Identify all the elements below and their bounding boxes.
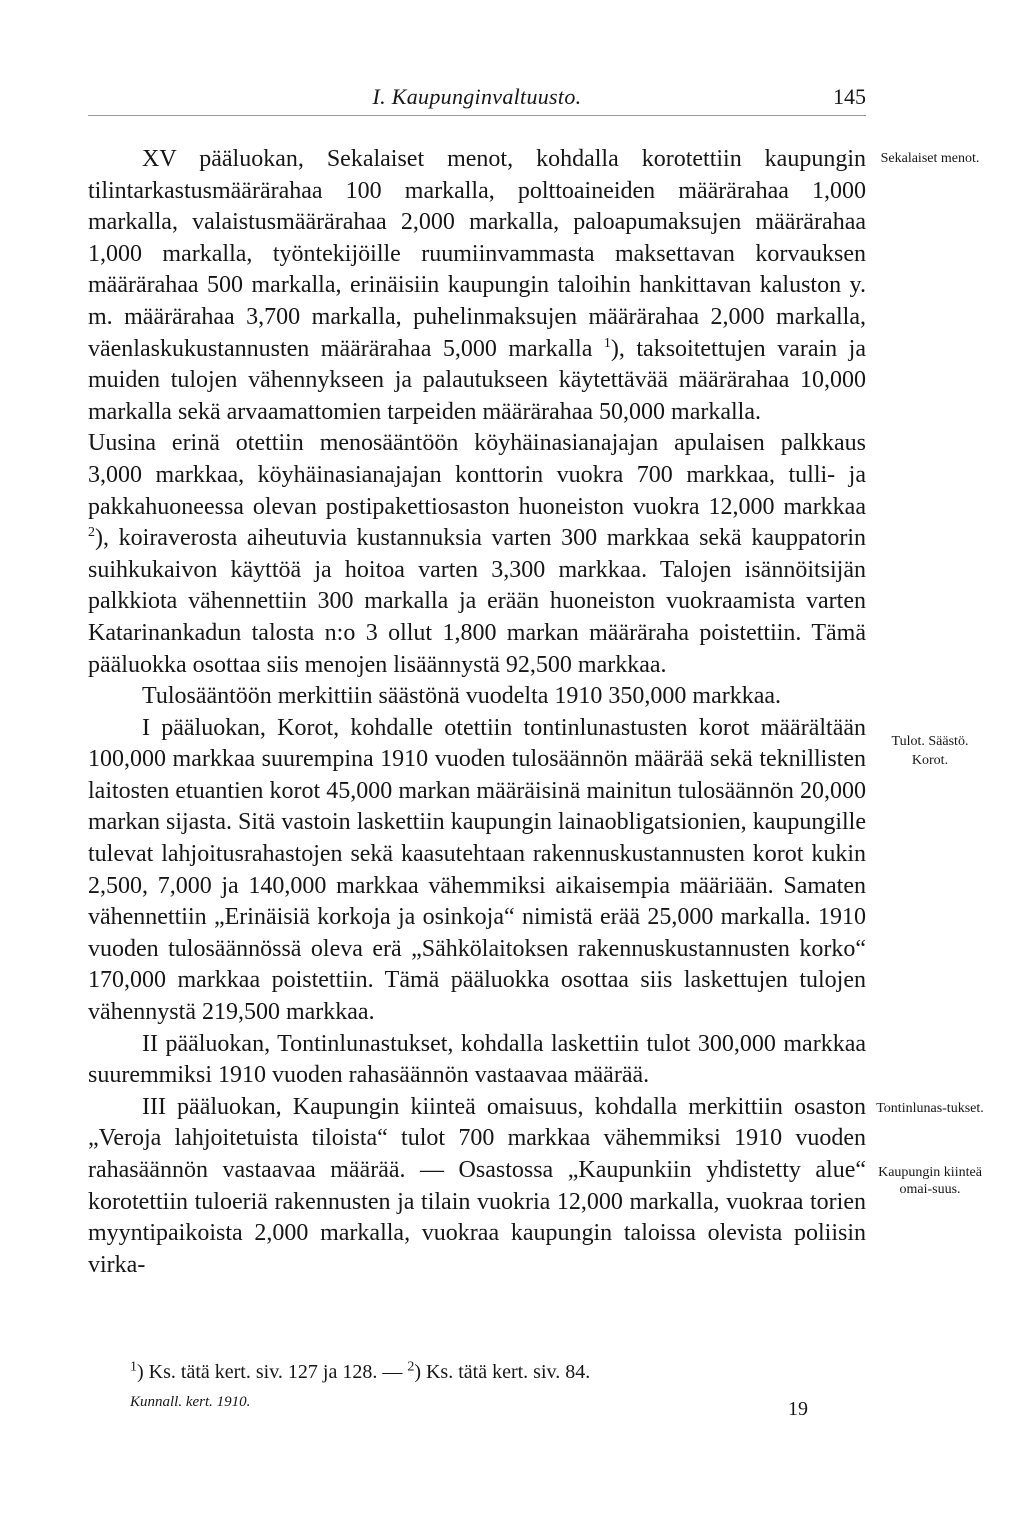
signature-mark: Kunnall. kert. 1910. (130, 1394, 251, 1410)
sheet-number: 19 (788, 1398, 808, 1420)
footnote-ref: 2 (88, 525, 95, 541)
header-rule (88, 115, 866, 116)
paragraph-tulosaanto: Tulosääntöön merkittiin säästönä vuodelta 1910 350,000 markkaa. (142, 683, 782, 710)
margin-note-kiintea-omaisuus: Kaupungin kiinteä omai-suus. (878, 1165, 982, 1197)
margin-note-sekalaiset: Sekalaiset menot. (880, 151, 980, 166)
paragraph-sekalaiset-menot (88, 144, 866, 428)
margin-note-tulot-saasto: Tulot. Säästö. (891, 734, 969, 749)
paragraph-korot: I pääluokan, Korot, kohdalle otettiin tontinlunastusten korot määrältään 100,000 markkaa suurempina 1910 vuoden tulosäännön määrää sekä teknillisten laitosten etuantien korot 45,000 markan määräisinä mainitun tulosäännön 20,000 markan sijasta. Sitä vastoin laskettiin kaupungin lainaobligatsionien, kaupungille tulevat lahjoitusrahastojen sekä kaasutehtaan rakennuskustannusten korot kukin 2,500, 7,000 ja 140,000 markkaa vähemmiksi aikaisempia määriään. Samaten vähennettiin „Erinäisiä korkoja ja osinkoja“ nimistä erää 25,000 markalla. 1910 vuoden tulosäännössä oleva erä „Sähkölaitoksen rakennuskustannusten korko“ 170,000 markkaa poistettiin. Tämä pääluokka osottaa siis laskettujen tulojen vähennystä 219,500 markkaa. (88, 714, 866, 1026)
running-title: I. Kaupunginvaltuusto. (372, 84, 582, 109)
footnote-mark: 1 (130, 1359, 137, 1375)
footnote-ref: 1 (603, 335, 611, 351)
paragraph-uusina-eria (88, 428, 866, 681)
body-text (88, 144, 866, 1281)
running-header (88, 84, 866, 114)
paragraph-tontinlunastukset: II pääluokan, Tontinlunastukset, kohdalla laskettiin tulot 300,000 markkaa suuremmiksi 1910 vuoden rahasäännön vastaavaa määrää. (88, 1030, 866, 1089)
footnote-mark: 2 (407, 1359, 415, 1375)
margin-note-korot: Korot. (911, 753, 949, 768)
footnotes (130, 1360, 866, 1384)
paragraph-kiintea-omaisuus: III pääluokan, Kaupungin kiinteä omaisuus, kohdalla merkittiin osaston „Veroja lahjoitetuista tiloista“ tulot 700 markkaa vähemmiksi 1910 vuoden rahasäännön vastaavaa määrää. — Osastossa „Kaupunkiin yhdistetty alue“ korotettiin tuloeriä rakennusten ja tilain vuokria 12,000 markalla, vuokraa torien myyntipaikoista 2,000 markalla, vuokraa kaupungin taloissa olevista poliisin virka- (88, 1093, 866, 1278)
footnote-text: ) Ks. tätä kert. siv. 84. (414, 1361, 591, 1383)
paragraph-text: XV pääluokan, Sekalaiset menot, kohdalla korotettiin kaupungin tilintarkastusmäärärahaa 100 markalla, polttoaineiden määrärahaa 1,000 markalla, valaistusmäärärahaa 2,000 markalla, paloapumaksujen määrärahaa 1,000 markalla, työntekijöille ruumiinvammasta maksettavan korvauksen määrärahaa 500 markalla, erinäisiin kaupungin taloihin hankittavan kaluston y. m. määrärahaa 3,700 markalla, puhelinmaksujen määrärahaa 2,000 markalla, väenlaskukustannusten määrärahaa 5,000 markalla (88, 146, 866, 362)
page-number: 145 (833, 84, 866, 109)
margin-note-tontinlunastukset: Tontinlunas-tukset. (876, 1101, 984, 1116)
paragraph-text: ), koiraverosta aiheutuvia kustannuksia varten 300 markkaa sekä kauppatorin suihkukaivon käyttöä ja hoitoa varten 3,300 markkaa. Talojen isännöitsijän palkkiota vähennettiin 300 markalla ja erään huoneiston vuokraamista varten Katarinankadun talosta n:o 3 ollut 1,800 markan määräraha poistettiin. Tämä pääluokka osottaa siis menojen lisäännystä 92,500 markkaa. (88, 525, 866, 678)
footnote-text: ) Ks. tätä kert. siv. 127 ja 128. — (137, 1361, 408, 1383)
paragraph-text: ), taksoitettujen varain ja muiden tulojen vähennykseen ja palautukseen käytettävää määrärahaa 10,000 markalla sekä arvaamattomien tarpeiden määrärahaa 50,000 markalla. (88, 335, 866, 425)
paragraph-text: Uusina erinä otettiin menosääntöön köyhäinasianajajan apulaisen palkkaus 3,000 markkaa, köyhäinasianajajan konttorin vuokra 700 markkaa, tulli- ja pakkahuoneessa olevan postipakettiosaston huoneiston vuokra 12,000 markkaa (88, 430, 866, 520)
